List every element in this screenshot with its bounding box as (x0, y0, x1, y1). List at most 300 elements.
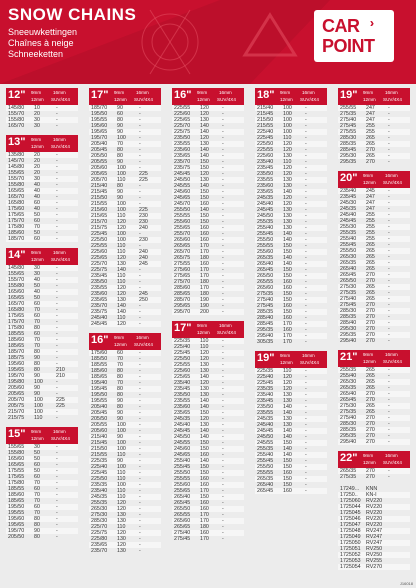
table-cell: 80 (34, 534, 40, 540)
table-cell: 140 (200, 458, 209, 464)
table-cell: - (56, 444, 58, 450)
table-cell: 255/50 (174, 207, 191, 213)
table-cell: 195/60 (8, 516, 25, 522)
table-cell: 205/50 (8, 534, 25, 540)
rim-size: 18" (257, 89, 275, 101)
table-cell: - (222, 117, 224, 123)
table-cell: - (222, 303, 224, 309)
table-cell: - (222, 518, 224, 524)
table-cell: - (305, 153, 307, 159)
table-cell: 195/55 (91, 398, 108, 404)
table-cell: 255/35 (257, 219, 274, 225)
table-cell: 120 (283, 380, 292, 386)
table-cell: 120 (117, 530, 126, 536)
unit-label: 12mm (114, 97, 127, 102)
table-cell: 190 (200, 303, 209, 309)
table-cell: - (139, 153, 141, 159)
unit-label: 16mm (385, 90, 398, 95)
table-cell: 215/45 (91, 189, 108, 195)
table-cell: 265 (366, 367, 375, 373)
table-cell: 195/65 (8, 522, 25, 528)
table-cell: 140 (283, 189, 292, 195)
table-cell: 170 (200, 285, 209, 291)
table-cell: 305/35 (257, 339, 274, 345)
table-cell: - (56, 265, 58, 271)
table-cell: - (388, 135, 390, 141)
table-cell: 140 (283, 428, 292, 434)
table-row (172, 309, 244, 315)
table-cell: - (388, 117, 390, 123)
table-cell: - (222, 297, 224, 303)
carpoint-logo (314, 10, 394, 62)
table-cell: 225/70 (174, 123, 191, 129)
table-cell: 235/50 (174, 392, 191, 398)
table-cell: 235/60 (257, 183, 274, 189)
table-cell: - (139, 189, 141, 195)
table-cell: 140 (283, 446, 292, 452)
subtitle-dutch: Sneeuwkettingen (8, 27, 78, 37)
table-cell: 185/60 (91, 368, 108, 374)
table-cell: 90 (117, 195, 123, 201)
unit-label: SUV/4X4 (51, 436, 70, 441)
table-cell: 1725051 (340, 546, 361, 552)
table-cell: 245/70 (174, 201, 191, 207)
table-cell: 195/50 (91, 392, 108, 398)
table-cell: - (388, 290, 390, 296)
table-cell: 205/75 (8, 403, 25, 409)
table-cell: 110 (117, 273, 126, 279)
footer-code: J16018 (399, 581, 413, 586)
table-cell: 195/60 (8, 361, 25, 367)
table-cell: - (139, 201, 141, 207)
table-cell: 225/80 (91, 536, 108, 542)
table-cell: 150 (200, 470, 209, 476)
table-cell: - (388, 427, 390, 433)
table-cell: 130 (283, 183, 292, 189)
table-cell: 130 (283, 213, 292, 219)
table-cell: 255/40 (257, 452, 274, 458)
table-cell: 110 (117, 243, 126, 249)
table-cell: 175/65 (8, 212, 25, 218)
table-cell: 225/50 (257, 141, 274, 147)
table-cell: - (139, 410, 141, 416)
table-cell: 255/50 (340, 248, 357, 254)
table-cell: 50 (34, 456, 40, 462)
table-cell: 245/40 (174, 422, 191, 428)
table-cell: 205/45 (91, 147, 108, 153)
table-cell: 275/40 (174, 530, 191, 536)
unit-label: 16mm (385, 173, 398, 178)
table-cell: RV247 (366, 528, 383, 534)
table-cell: - (139, 548, 141, 554)
table-cell: 155/70 (8, 176, 25, 182)
table-cell: - (56, 385, 58, 391)
table-cell: 225/65 (174, 117, 191, 123)
table-cell: 165/70 (8, 123, 25, 129)
table-cell: 225/60 (257, 153, 274, 159)
table-cell: 245/50 (257, 434, 274, 440)
table-cell: 275/70 (174, 279, 191, 285)
table-cell: 265/50 (174, 506, 191, 512)
table-cell: 270 (366, 320, 375, 326)
rim-size: 13" (8, 136, 26, 148)
table-cell: - (222, 386, 224, 392)
table-cell: - (388, 260, 390, 266)
size-header (89, 333, 161, 350)
table-cell: 150 (283, 273, 292, 279)
table-cell: - (56, 105, 58, 111)
table-cell: - (139, 195, 141, 201)
table-cell: RV247 (366, 540, 383, 546)
rim-size: 20" (340, 172, 358, 184)
table-cell: 90 (117, 398, 123, 404)
table-cell: - (139, 398, 141, 404)
table-cell: 140 (283, 410, 292, 416)
table-cell: 270 (366, 278, 375, 284)
table-cell: - (305, 117, 307, 123)
unit-label: 9mm (197, 90, 208, 95)
table-cell: 30 (34, 265, 40, 271)
table-cell: - (305, 147, 307, 153)
table-cell: 215/75 (8, 415, 25, 421)
table-cell: 160 (283, 303, 292, 309)
table-cell: 270 (366, 147, 375, 153)
table-cell: 140 (200, 404, 209, 410)
unit-label: 9mm (363, 352, 374, 357)
table-cell: 90 (34, 355, 40, 361)
table-cell: 275/65 (174, 273, 191, 279)
table-cell: 155/80 (8, 117, 25, 123)
table-cell: - (56, 218, 58, 224)
table-cell: - (139, 530, 141, 536)
table-cell: 165/65 (8, 188, 25, 194)
table-cell: - (139, 524, 141, 530)
table-cell: 235/60 (174, 147, 191, 153)
table-cell: - (222, 129, 224, 135)
table-cell: 185/60 (8, 492, 25, 498)
table-cell: - (222, 380, 224, 386)
table-cell: 295/40 (340, 439, 357, 445)
table-cell: 270 (366, 397, 375, 403)
table-cell: 245/45 (257, 207, 274, 213)
table-cell: 270 (366, 302, 375, 308)
table-cell: 30 (34, 123, 40, 129)
table-cell: - (222, 422, 224, 428)
table-cell: 170 (200, 243, 209, 249)
table-cell: - (305, 333, 307, 339)
table-cell: 195/45 (91, 386, 108, 392)
table-cell: 140 (283, 261, 292, 267)
table-cell: - (222, 249, 224, 255)
table-cell: - (305, 309, 307, 315)
table-cell: 150 (200, 410, 209, 416)
table-row (338, 474, 410, 480)
table-cell: 240 (139, 255, 148, 261)
table-cell: 180 (200, 524, 209, 530)
table-cell: 90 (117, 159, 123, 165)
table-cell: 215/40 (257, 105, 274, 111)
table-cell: - (139, 458, 141, 464)
table-cell: - (222, 267, 224, 273)
table-cell: 247 (366, 200, 375, 206)
table-cell: - (139, 129, 141, 135)
table-cell: - (388, 367, 390, 373)
table-cell: - (139, 147, 141, 153)
table-cell: 255/55 (257, 470, 274, 476)
table-cell: 185/60 (8, 230, 25, 236)
table-cell: - (139, 464, 141, 470)
table-cell: 50 (34, 283, 40, 289)
table-cell: - (222, 285, 224, 291)
size-section (6, 135, 78, 242)
table-cell: 285/30 (340, 421, 357, 427)
table-row (338, 564, 410, 570)
table-cell: 275/30 (91, 512, 108, 518)
table-cell: 160 (283, 315, 292, 321)
table-cell: - (222, 261, 224, 267)
table-cell: 215/55 (91, 201, 108, 207)
unit-label: 12mm (363, 359, 376, 364)
rim-size: 19" (340, 89, 358, 101)
table-cell: - (305, 279, 307, 285)
table-cell: 235/65 (91, 297, 108, 303)
table-cell: 60 (34, 301, 40, 307)
table-cell: 110 (117, 249, 126, 255)
table-cell: 150 (200, 464, 209, 470)
table-cell: - (388, 159, 390, 165)
table-cell: - (305, 237, 307, 243)
table-cell: - (56, 194, 58, 200)
table-cell: 255/55 (257, 243, 274, 249)
table-cell: - (388, 266, 390, 272)
table-cell: - (56, 152, 58, 158)
table-cell: 175/65 (8, 474, 25, 480)
table-cell: - (388, 409, 390, 415)
table-cell: - (139, 123, 141, 129)
table-cell: - (305, 482, 307, 488)
table-cell: - (139, 350, 141, 356)
unit-label: 9mm (114, 335, 125, 340)
unit-label: 9mm (280, 90, 291, 95)
table-cell: 265/40 (340, 266, 357, 272)
table-cell: - (56, 337, 58, 343)
table-cell: - (222, 201, 224, 207)
size-section (338, 451, 410, 480)
table-cell: - (222, 362, 224, 368)
table-cell: 160 (200, 225, 209, 231)
table-cell: 100 (117, 446, 126, 452)
table-cell: 70 (34, 498, 40, 504)
table-cell: - (305, 374, 307, 380)
table-cell: 205/50 (91, 153, 108, 159)
table-cell: - (222, 452, 224, 458)
rim-size: 17" (91, 89, 109, 101)
table-cell: 175/80 (8, 480, 25, 486)
table-cell: 175/70 (8, 319, 25, 325)
table-cell: 160 (200, 452, 209, 458)
table-cell: 130 (117, 536, 126, 542)
size-section (89, 333, 161, 554)
table-cell: 265/45 (174, 500, 191, 506)
unit-label: 12mm (197, 97, 210, 102)
table-cell: - (388, 248, 390, 254)
table-cell: - (388, 284, 390, 290)
table-cell: - (139, 422, 141, 428)
table-cell: 50 (34, 295, 40, 301)
table-cell: 110 (117, 315, 126, 321)
table-cell: 247 (366, 105, 375, 111)
table-cell: 145/80 (8, 105, 25, 111)
table-cell: 165/70 (8, 301, 25, 307)
table-cell: 90 (117, 189, 123, 195)
table-cell: 140 (200, 434, 209, 440)
table-cell: RV250 (366, 546, 383, 552)
table-cell: 235/50 (257, 404, 274, 410)
table-cell: - (305, 141, 307, 147)
size-column (172, 88, 244, 548)
table-cell: 150 (200, 189, 209, 195)
table-cell: 140 (117, 303, 126, 309)
rim-size: 14" (8, 249, 26, 261)
table-cell: 160 (283, 285, 292, 291)
size-header (338, 88, 410, 105)
table-cell: 225/60 (174, 111, 191, 117)
table-cell: - (139, 303, 141, 309)
table-cell: 215/50 (91, 446, 108, 452)
table-cell: 140 (200, 147, 209, 153)
table-cell: 235/40 (257, 392, 274, 398)
table-cell: 160 (200, 237, 209, 243)
table-cell: - (56, 343, 58, 349)
table-cell: - (305, 255, 307, 261)
table-cell: 30 (34, 117, 40, 123)
table-cell: - (139, 362, 141, 368)
table-cell: 100 (117, 428, 126, 434)
table-cell: 160 (200, 482, 209, 488)
unit-label: 16mm (53, 429, 66, 434)
table-cell: 265 (366, 290, 375, 296)
table-cell: 130 (117, 512, 126, 518)
table-cell: 245/40 (91, 315, 108, 321)
table-cell: - (305, 165, 307, 171)
table-cell: RV220 (366, 498, 383, 504)
table-cell: 255/40 (257, 225, 274, 231)
table-cell: - (388, 111, 390, 117)
table-cell: 240 (139, 249, 148, 255)
unit-label: 12mm (363, 97, 376, 102)
table-cell: 255/65 (174, 488, 191, 494)
table-cell: 215/55 (91, 452, 108, 458)
table-cell: 80 (34, 516, 40, 522)
table-cell: 270 (366, 308, 375, 314)
table-cell: 255/60 (174, 219, 191, 225)
table-cell: 170 (200, 273, 209, 279)
table-cell: 265/45 (257, 488, 274, 494)
table-cell: 275/35 (340, 290, 357, 296)
table-cell: 225 (139, 171, 148, 177)
table-cell: 255/70 (174, 231, 191, 237)
unit-label: 16mm (219, 90, 232, 95)
table-cell: 160 (200, 476, 209, 482)
table-cell: - (222, 500, 224, 506)
table-cell: - (388, 415, 390, 421)
table-cell: 235/35 (91, 482, 108, 488)
table-cell: 215/40 (91, 434, 108, 440)
unit-label: 9mm (363, 453, 374, 458)
table-cell: - (56, 504, 58, 510)
table-cell: 270 (366, 433, 375, 439)
unit-label: 16mm (53, 250, 66, 255)
table-cell: 235/55 (174, 398, 191, 404)
table-cell: 235/40 (91, 488, 108, 494)
table-cell: 150 (200, 213, 209, 219)
table-cell: 140 (117, 267, 126, 273)
table-cell: - (56, 117, 58, 123)
table-cell: - (139, 273, 141, 279)
table-cell: 160 (283, 279, 292, 285)
table-cell: 285/40 (257, 315, 274, 321)
size-section (338, 350, 410, 445)
table-cell: 120 (200, 105, 209, 111)
table-cell: 285/70 (174, 297, 191, 303)
table-cell: 80 (34, 522, 40, 528)
table-cell: 255/55 (340, 105, 357, 111)
table-cell: 30 (34, 176, 40, 182)
table-cell: - (388, 379, 390, 385)
size-section (6, 427, 78, 540)
table-cell: 140 (200, 398, 209, 404)
table-cell: 275/45 (257, 303, 274, 309)
size-header (172, 88, 244, 105)
table-cell: 130 (117, 297, 126, 303)
table-cell: - (56, 492, 58, 498)
table-cell: 270 (366, 474, 375, 480)
table-cell: 295/35 (257, 327, 274, 333)
table-cell: - (56, 200, 58, 206)
table-cell: 80 (34, 361, 40, 367)
table-cell: 40 (34, 182, 40, 188)
table-cell: - (139, 494, 141, 500)
table-cell: 100 (283, 105, 292, 111)
table-cell: - (305, 446, 307, 452)
table-cell: 100 (283, 117, 292, 123)
table-cell: 120 (283, 147, 292, 153)
table-cell: 155/65 (8, 271, 25, 277)
table-cell: - (305, 225, 307, 231)
table-cell: 90 (117, 123, 123, 129)
table-cell: 265/45 (340, 272, 357, 278)
table-cell: 140 (117, 309, 126, 315)
table-cell: 255/35 (340, 367, 357, 373)
table-cell: 285/35 (257, 309, 274, 315)
table-cell: - (305, 249, 307, 255)
table-cell: 265 (366, 296, 375, 302)
table-row (89, 548, 161, 554)
table-cell: 100 (117, 422, 126, 428)
table-cell: 255 (366, 212, 375, 218)
table-cell: 130 (283, 416, 292, 422)
table-cell: 1725060 (340, 498, 361, 504)
unit-label: 16mm (385, 453, 398, 458)
table-cell: 130 (283, 177, 292, 183)
table-cell: - (388, 254, 390, 260)
table-cell: 205/70 (91, 177, 108, 183)
table-cell: 180 (200, 291, 209, 297)
table-cell: 265 (366, 385, 375, 391)
table-cell: - (56, 498, 58, 504)
table-cell: - (305, 386, 307, 392)
table-cell: - (56, 355, 58, 361)
